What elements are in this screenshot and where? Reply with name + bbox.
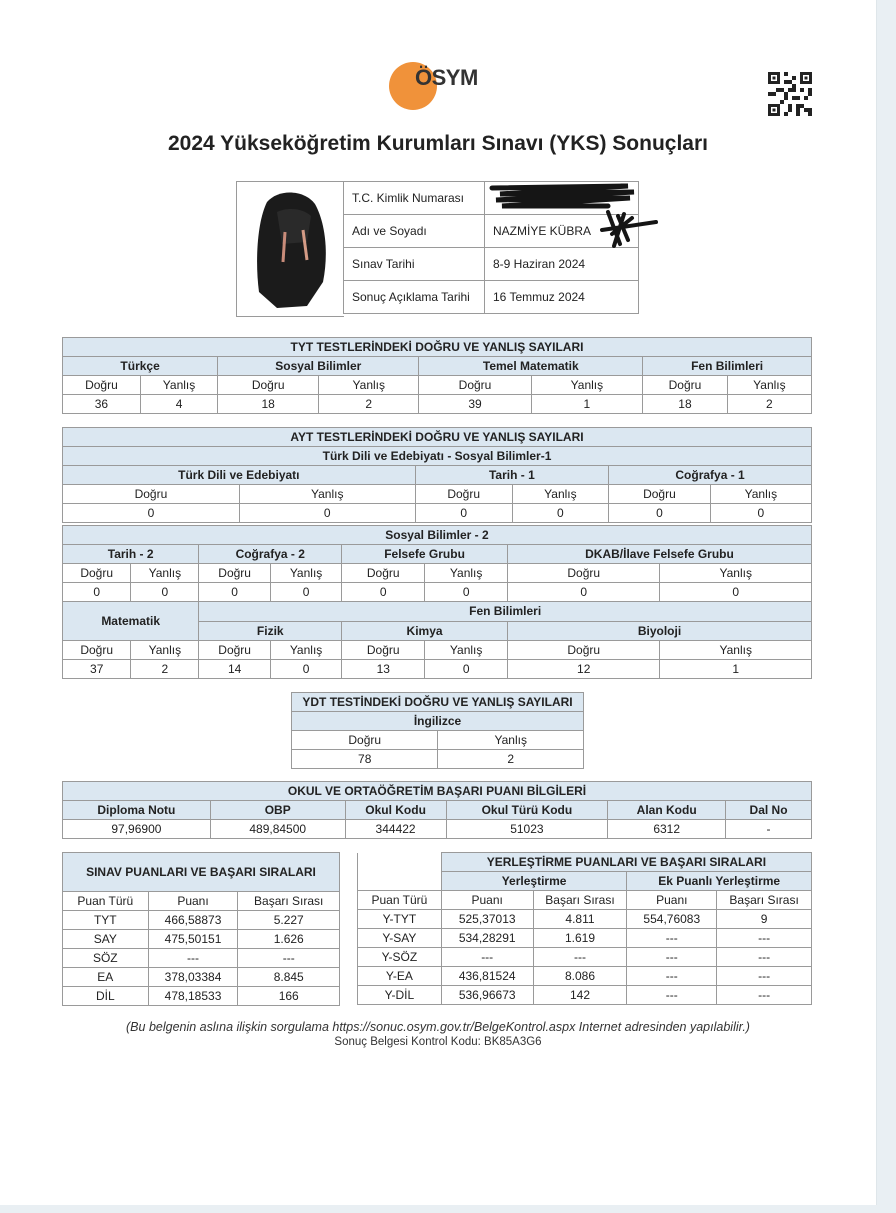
dogru-value: 39 (419, 395, 531, 414)
dogru-value: 0 (63, 504, 240, 523)
ayt-subject: Coğrafya - 1 (609, 466, 812, 485)
basari-sirasi: 4.811 (533, 910, 627, 929)
yer-header: Başarı Sırası (717, 891, 812, 910)
dogru-value: 0 (63, 583, 131, 602)
yanlis-value: 1 (531, 395, 643, 414)
exam-date-value: 8-9 Haziran 2024 (485, 248, 639, 281)
okul-value: 6312 (608, 820, 726, 839)
ayt-subject: Felsefe Grubu (342, 545, 508, 564)
ayt-subject-matematik: Matematik (63, 602, 199, 641)
sinav-puanlari-table (62, 852, 340, 1006)
name-label: Adı ve Soyadı (344, 215, 485, 248)
ek-basari-sirasi: --- (717, 948, 812, 967)
table-row (63, 949, 340, 968)
puan-turu: SAY (63, 930, 149, 949)
exam-date-label: Sınav Tarihi (344, 248, 485, 281)
yanlis-value: 0 (710, 504, 811, 523)
table-row (63, 968, 340, 987)
okul-header: Diploma Notu (63, 801, 211, 820)
qr-code-icon (768, 72, 812, 116)
ydt-table (291, 692, 584, 769)
basari-sirasi: 1.626 (238, 930, 340, 949)
sinav-header: Puanı (148, 892, 238, 911)
yanlis-label: Yanlış (727, 376, 811, 395)
basari-sirasi: 8.086 (533, 967, 627, 986)
yerlestirme-table (357, 852, 812, 1005)
yanlis-value: 4 (140, 395, 217, 414)
yer-header: Başarı Sırası (533, 891, 627, 910)
dogru-label: Doğru (507, 641, 659, 660)
puan: --- (148, 949, 238, 968)
ayt-subject: DKAB/İlave Felsefe Grubu (507, 545, 811, 564)
dogru-label: Doğru (419, 376, 531, 395)
empty-cell (358, 853, 442, 891)
tyt-subject: Sosyal Bilimler (218, 357, 419, 376)
dogru-value: 18 (218, 395, 319, 414)
ayt-subject: Biyoloji (507, 621, 811, 641)
yanlis-value: 0 (512, 504, 608, 523)
ayt-fen-title: Fen Bilimleri (199, 602, 812, 622)
ek-basari-sirasi: --- (717, 986, 812, 1005)
yanlis-label: Yanlış (425, 641, 508, 660)
yer-title: YERLEŞTİRME PUANLARI VE BAŞARI SIRALARI (441, 853, 811, 872)
sinav-header: Puan Türü (63, 892, 149, 911)
dogru-label: Doğru (199, 564, 271, 583)
tyt-subject: Temel Matematik (419, 357, 643, 376)
yanlis-value: 1 (660, 660, 812, 679)
ayt-sos2-title: Sosyal Bilimler - 2 (63, 526, 812, 545)
table-row (358, 910, 812, 929)
okul-header: Okul Kodu (345, 801, 446, 820)
ek-puan: --- (627, 929, 717, 948)
dogru-label: Doğru (63, 376, 141, 395)
dogru-label: Doğru (507, 564, 659, 583)
dogru-value: 0 (609, 504, 711, 523)
dogru-label: Doğru (199, 641, 271, 660)
table-row (358, 986, 812, 1005)
puan-turu: Y-TYT (358, 910, 442, 929)
yanlis-value: 0 (425, 583, 508, 602)
puan: 466,58873 (148, 911, 238, 930)
dogru-value: 37 (63, 660, 131, 679)
tyt-subject: Türkçe (63, 357, 218, 376)
okul-header: Alan Kodu (608, 801, 726, 820)
yanlis-value: 0 (239, 504, 415, 523)
dogru-label: Doğru (63, 564, 131, 583)
yanlis-label: Yanlış (270, 641, 341, 660)
table-row (358, 967, 812, 986)
okul-value: - (726, 820, 812, 839)
puan: --- (441, 948, 533, 967)
redacted-photo-icon (237, 182, 344, 316)
dogru-value: 18 (643, 395, 728, 414)
control-code: Sonuç Belgesi Kontrol Kodu: BK85A3G6 (334, 1036, 542, 1048)
okul-header: OBP (210, 801, 345, 820)
page-title: 2024 Yükseköğretim Kurumları Sınavı (YKS) Sonuçları (168, 132, 708, 155)
ayt-table (62, 427, 812, 523)
okul-value: 97,96900 (63, 820, 211, 839)
dogru-value: 12 (507, 660, 659, 679)
okul-header: Okul Türü Kodu (446, 801, 608, 820)
yanlis-label: Yanlış (710, 485, 811, 504)
yanlis-value: 0 (425, 660, 508, 679)
yanlis-label: Yanlış (531, 376, 643, 395)
yanlis-label: Yanlış (131, 564, 199, 583)
dogru-value: 0 (415, 504, 512, 523)
table-row (358, 929, 812, 948)
candidate-photo (236, 181, 344, 317)
puan: 534,28291 (441, 929, 533, 948)
puan-turu: Y-DİL (358, 986, 442, 1005)
puan-turu: SÖZ (63, 949, 149, 968)
puan: 525,37013 (441, 910, 533, 929)
basari-sirasi: 1.619 (533, 929, 627, 948)
basari-sirasi: 8.845 (238, 968, 340, 987)
yer-header: Puanı (627, 891, 717, 910)
yer-group: Yerleştirme (441, 872, 627, 891)
okul-table (62, 781, 812, 839)
ayt-subject: Türk Dili ve Edebiyatı (63, 466, 416, 485)
basari-sirasi: --- (533, 948, 627, 967)
ayt-subject: Tarih - 1 (415, 466, 608, 485)
ek-puan: --- (627, 948, 717, 967)
dogru-value: 0 (342, 583, 425, 602)
yanlis-value: 2 (131, 660, 199, 679)
ayt-sosyal2-table (62, 525, 812, 679)
yanlis-value: 0 (270, 583, 341, 602)
ydt-subject: İngilizce (292, 712, 584, 731)
yanlis-value: 0 (270, 660, 341, 679)
ayt-title: AYT TESTLERİNDEKİ DOĞRU VE YANLIŞ SAYILARI (63, 428, 812, 447)
yanlis-value: 2 (727, 395, 811, 414)
ek-puan: --- (627, 967, 717, 986)
dogru-value: 36 (63, 395, 141, 414)
name-value: NAZMİYE KÜBRA (485, 215, 639, 248)
ek-puan: --- (627, 986, 717, 1005)
basari-sirasi: 5.227 (238, 911, 340, 930)
puan-turu: Y-EA (358, 967, 442, 986)
result-date-value: 16 Temmuz 2024 (485, 281, 639, 314)
puan: 475,50151 (148, 930, 238, 949)
tyt-title: TYT TESTLERİNDEKİ DOĞRU VE YANLIŞ SAYILARI (63, 338, 812, 357)
puan-turu: Y-SAY (358, 929, 442, 948)
tc-label: T.C. Kimlik Numarası (344, 182, 485, 215)
result-date-label: Sonuç Açıklama Tarihi (344, 281, 485, 314)
dogru-value: 78 (292, 750, 438, 769)
puan: 378,03384 (148, 968, 238, 987)
yanlis-label: Yanlış (270, 564, 341, 583)
ek-basari-sirasi: --- (717, 929, 812, 948)
dogru-label: Doğru (643, 376, 728, 395)
yanlis-label: Yanlış (660, 564, 812, 583)
ayt-subject: Coğrafya - 2 (199, 545, 342, 564)
yanlis-label: Yanlış (239, 485, 415, 504)
osym-logo (389, 62, 489, 110)
basari-sirasi: 142 (533, 986, 627, 1005)
sinav-title: SINAV PUANLARI VE BAŞARI SIRALARI (63, 853, 340, 892)
yanlis-label: Yanlış (660, 641, 812, 660)
puan-turu: TYT (63, 911, 149, 930)
dogru-value: 0 (199, 583, 271, 602)
ayt-tde-title: Türk Dili ve Edebiyatı - Sosyal Bilimler-1 (63, 447, 812, 466)
tyt-subject: Fen Bilimleri (643, 357, 812, 376)
dogru-value: 13 (342, 660, 425, 679)
logo-text: ÖSYM (415, 65, 478, 90)
dogru-label: Doğru (342, 564, 425, 583)
yanlis-value: 0 (660, 583, 812, 602)
ek-puan: 554,76083 (627, 910, 717, 929)
okul-value: 489,84500 (210, 820, 345, 839)
dogru-label: Doğru (292, 731, 438, 750)
dogru-label: Doğru (63, 485, 240, 504)
yanlis-label: Yanlış (512, 485, 608, 504)
yer-group: Ek Puanlı Yerleştirme (627, 872, 812, 891)
dogru-label: Doğru (342, 641, 425, 660)
puan: 436,81524 (441, 967, 533, 986)
dogru-value: 0 (507, 583, 659, 602)
ydt-title: YDT TESTİNDEKİ DOĞRU VE YANLIŞ SAYILARI (292, 693, 584, 712)
verification-note: (Bu belgenin aslına ilişkin sorgulama https://sonuc.osym.gov.tr/BelgeKontrol.aspx Internet adresinden yapılabilir.) (126, 1020, 750, 1034)
puan: 536,96673 (441, 986, 533, 1005)
yanlis-value: 0 (131, 583, 199, 602)
table-row (63, 911, 340, 930)
dogru-label: Doğru (218, 376, 319, 395)
yanlis-value: 2 (438, 750, 584, 769)
yanlis-label: Yanlış (131, 641, 199, 660)
yanlis-label: Yanlış (319, 376, 419, 395)
tyt-table (62, 337, 812, 414)
okul-header: Dal No (726, 801, 812, 820)
yanlis-label: Yanlış (140, 376, 217, 395)
puan-turu: DİL (63, 987, 149, 1006)
dogru-label: Doğru (609, 485, 711, 504)
yer-header: Puanı (441, 891, 533, 910)
dogru-label: Doğru (415, 485, 512, 504)
ayt-subject: Kimya (342, 621, 508, 641)
sinav-header: Başarı Sırası (238, 892, 340, 911)
okul-value: 344422 (345, 820, 446, 839)
ek-basari-sirasi: 9 (717, 910, 812, 929)
table-row (358, 948, 812, 967)
ayt-subject: Fizik (199, 621, 342, 641)
yer-header: Puan Türü (358, 891, 442, 910)
table-row (63, 987, 340, 1006)
ek-basari-sirasi: --- (717, 967, 812, 986)
ayt-subject: Tarih - 2 (63, 545, 199, 564)
redaction-scribble-name (598, 206, 662, 250)
okul-value: 51023 (446, 820, 608, 839)
puan: 478,18533 (148, 987, 238, 1006)
puan-turu: EA (63, 968, 149, 987)
okul-title: OKUL VE ORTAÖĞRETİM BAŞARI PUANI BİLGİLERİ (63, 782, 812, 801)
dogru-value: 14 (199, 660, 271, 679)
yanlis-label: Yanlış (425, 564, 508, 583)
yanlis-label: Yanlış (438, 731, 584, 750)
puan-turu: Y-SÖZ (358, 948, 442, 967)
basari-sirasi: 166 (238, 987, 340, 1006)
basari-sirasi: --- (238, 949, 340, 968)
table-row (63, 930, 340, 949)
yanlis-value: 2 (319, 395, 419, 414)
dogru-label: Doğru (63, 641, 131, 660)
